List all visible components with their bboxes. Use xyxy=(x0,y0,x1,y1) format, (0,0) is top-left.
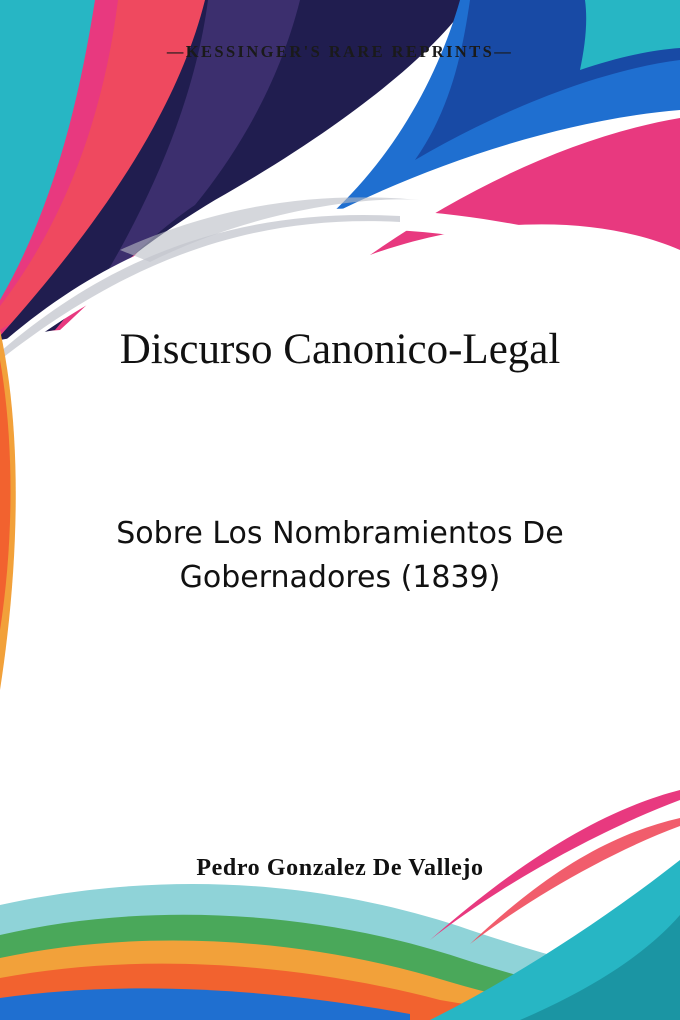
left-edge-group xyxy=(0,330,16,690)
publisher-imprint: —KESSINGER'S RARE REPRINTS— xyxy=(166,42,514,61)
book-author: Pedro Gonzalez De Vallejo xyxy=(196,855,484,881)
book-subtitle: Sobre Los Nombramientos De Gobernadores (1839) xyxy=(116,516,564,595)
bottom-ribbon-group xyxy=(0,790,680,1020)
book-title: Discurso Canonico-Legal xyxy=(119,326,561,373)
